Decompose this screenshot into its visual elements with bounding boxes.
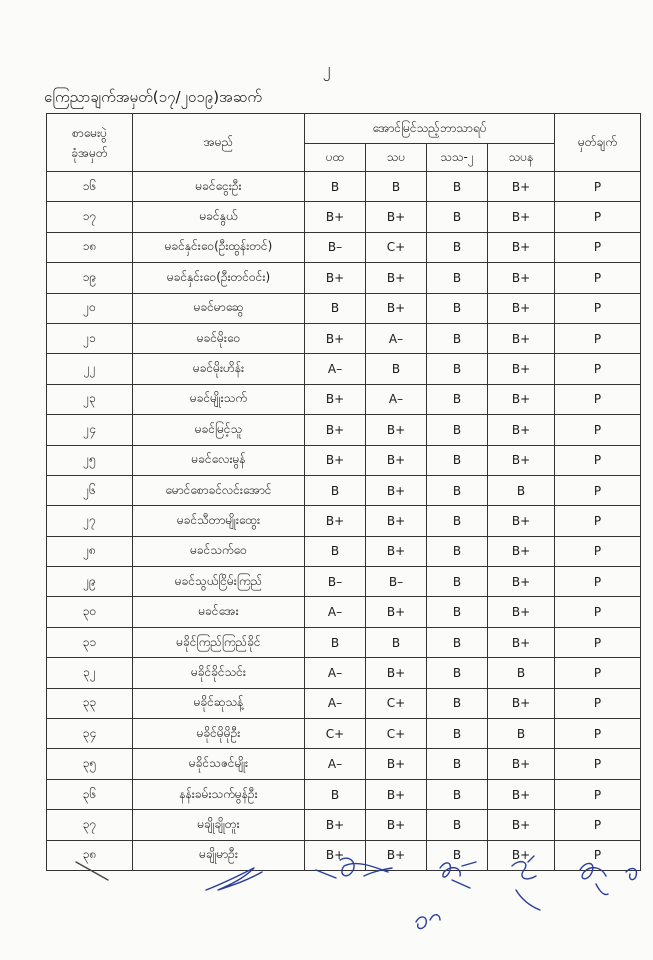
grade-cell: C+: [366, 688, 427, 718]
grade-cell: B: [427, 536, 488, 566]
remark-cell: P: [555, 172, 641, 202]
header-remark: မှတ်ချက်: [555, 114, 641, 172]
roll-no-cell: ၂၉: [47, 567, 133, 597]
roll-no-cell: ၂၇: [47, 506, 133, 536]
grade-cell: A–: [305, 688, 366, 718]
grade-cell: A–: [305, 354, 366, 384]
signature-6: [580, 863, 608, 894]
grade-cell: B: [305, 293, 366, 323]
grade-cell: B+: [488, 627, 555, 657]
grade-cell: B+: [488, 779, 555, 809]
grade-cell: B+: [366, 445, 427, 475]
grade-cell: B+: [488, 688, 555, 718]
roll-no-cell: ၃၇: [47, 810, 133, 840]
grade-cell: B+: [488, 354, 555, 384]
remark-cell: P: [555, 597, 641, 627]
roll-no-cell: ၃၀: [47, 597, 133, 627]
grade-cell: B+: [305, 323, 366, 353]
table-row: [47, 323, 641, 353]
student-name-cell: မောင်စောခင်လင်းအောင်: [133, 475, 305, 505]
signature-area: [0, 850, 653, 960]
grade-cell: B+: [488, 415, 555, 445]
grade-cell: B+: [366, 475, 427, 505]
header-subject: သပ: [366, 144, 427, 172]
table-row: [47, 172, 641, 202]
grade-cell: B+: [488, 840, 555, 870]
grade-cell: B+: [488, 445, 555, 475]
grade-cell: C+: [366, 232, 427, 262]
roll-no-cell: ၃၂: [47, 658, 133, 688]
roll-no-cell: ၂၆: [47, 475, 133, 505]
signature-2: [206, 868, 262, 890]
grade-cell: B: [488, 475, 555, 505]
roll-no-cell: ၂၁: [47, 323, 133, 353]
grade-cell: B: [366, 172, 427, 202]
grade-cell: A–: [366, 323, 427, 353]
header-subject: ပထ: [305, 144, 366, 172]
table-row: [47, 658, 641, 688]
student-name-cell: မခင်လေးမွန်: [133, 445, 305, 475]
student-name-cell: မခိုင်သဇင်မျိုး: [133, 749, 305, 779]
grade-cell: B: [427, 445, 488, 475]
grade-cell: B+: [366, 415, 427, 445]
table-row: [47, 445, 641, 475]
table-row: [47, 627, 641, 657]
table-row: [47, 749, 641, 779]
grade-cell: B: [427, 719, 488, 749]
remark-cell: P: [555, 384, 641, 414]
grade-cell: B: [427, 779, 488, 809]
student-name-cell: မချိုမာဦး: [133, 840, 305, 870]
announcement-heading: ကြေညာချက်အမှတ်(၁၇/၂၀၁၉)အဆက်: [44, 88, 262, 106]
student-name-cell: မခင်ငွေးဦး: [133, 172, 305, 202]
grade-cell: B+: [366, 779, 427, 809]
table-row: [47, 719, 641, 749]
roll-no-cell: ၃၁: [47, 627, 133, 657]
roll-no-cell: ၃၃: [47, 688, 133, 718]
grade-cell: B: [366, 627, 427, 657]
grade-cell: B+: [366, 506, 427, 536]
grade-cell: B: [427, 232, 488, 262]
roll-no-cell: ၂၀: [47, 293, 133, 323]
remark-cell: P: [555, 810, 641, 840]
student-name-cell: မခင်သက်ဝေ: [133, 536, 305, 566]
grade-cell: B+: [488, 263, 555, 293]
grade-cell: B+: [488, 172, 555, 202]
student-name-cell: မခင်နွယ်: [133, 202, 305, 232]
grade-cell: B: [305, 779, 366, 809]
grade-cell: B+: [366, 840, 427, 870]
table-row: [47, 232, 641, 262]
signature-7: [626, 869, 636, 880]
student-name-cell: မခင်မျိုးသက်: [133, 384, 305, 414]
grade-cell: B+: [366, 749, 427, 779]
table-row: [47, 384, 641, 414]
roll-no-cell: ၂၈: [47, 536, 133, 566]
roll-no-cell: ၁၆: [47, 172, 133, 202]
grade-cell: C+: [305, 719, 366, 749]
grade-cell: B: [488, 719, 555, 749]
grade-cell: B: [427, 475, 488, 505]
student-name-cell: နန်းခမ်းသက်မွန်ဦး: [133, 779, 305, 809]
grade-cell: A–: [366, 384, 427, 414]
grade-cell: B: [427, 658, 488, 688]
grade-cell: B: [427, 597, 488, 627]
grade-cell: B+: [305, 263, 366, 293]
roll-no-cell: ၃၅: [47, 749, 133, 779]
table-row: [47, 779, 641, 809]
remark-cell: P: [555, 627, 641, 657]
header-name: အမည်: [133, 114, 305, 172]
table-row: [47, 415, 641, 445]
remark-cell: P: [555, 658, 641, 688]
remark-cell: P: [555, 749, 641, 779]
grade-cell: B: [427, 384, 488, 414]
grade-cell: C+: [366, 719, 427, 749]
table-row: [47, 597, 641, 627]
grade-cell: B: [427, 263, 488, 293]
header-subjects-group: အောင်မြင်သည့်ဘာသာရပ်: [305, 114, 555, 144]
table-row: [47, 354, 641, 384]
grade-cell: B+: [488, 567, 555, 597]
grade-cell: B+: [305, 445, 366, 475]
grade-cell: B+: [488, 384, 555, 414]
remark-cell: P: [555, 415, 641, 445]
grade-cell: B+: [488, 749, 555, 779]
grade-cell: B+: [305, 840, 366, 870]
table-row: [47, 536, 641, 566]
grade-cell: B: [427, 810, 488, 840]
remark-cell: P: [555, 688, 641, 718]
grade-cell: B+: [305, 506, 366, 536]
table-row: [47, 475, 641, 505]
grade-cell: B+: [305, 202, 366, 232]
remark-cell: P: [555, 840, 641, 870]
student-name-cell: မခင်မာဆွေ: [133, 293, 305, 323]
grade-cell: B: [427, 293, 488, 323]
remark-cell: P: [555, 567, 641, 597]
student-name-cell: မခင်မိုးဟိန်း: [133, 354, 305, 384]
grade-cell: B+: [305, 384, 366, 414]
remark-cell: P: [555, 232, 641, 262]
grade-cell: B+: [366, 293, 427, 323]
grade-cell: B+: [488, 536, 555, 566]
grade-cell: B: [427, 415, 488, 445]
table-row: [47, 293, 641, 323]
grade-cell: B–: [305, 232, 366, 262]
remark-cell: P: [555, 719, 641, 749]
remark-cell: P: [555, 323, 641, 353]
results-table: [46, 113, 641, 871]
page-number: ၂: [322, 59, 331, 78]
remark-cell: P: [555, 475, 641, 505]
roll-no-cell: ၃၆: [47, 779, 133, 809]
roll-no-cell: ၂၄: [47, 415, 133, 445]
student-name-cell: မခင်နှင်းဝေ(ဦးထွန်းတင်): [133, 232, 305, 262]
roll-no-cell: ၃၈: [47, 840, 133, 870]
roll-no-cell: ၁၉: [47, 263, 133, 293]
grade-cell: B: [427, 840, 488, 870]
grade-cell: B–: [305, 567, 366, 597]
grade-cell: B: [427, 506, 488, 536]
remark-cell: P: [555, 202, 641, 232]
header-subject: သသ-၂: [427, 144, 488, 172]
grade-cell: B+: [488, 232, 555, 262]
grade-cell: B: [427, 354, 488, 384]
header-roll-no: စာမေးပွဲ ခုံအမှတ်: [47, 114, 133, 172]
signature-4: [440, 862, 476, 888]
grade-cell: B+: [366, 536, 427, 566]
grade-cell: A–: [305, 749, 366, 779]
grade-cell: B+: [488, 810, 555, 840]
roll-no-cell: ၁၇: [47, 202, 133, 232]
grade-cell: B: [427, 688, 488, 718]
table-row: [47, 506, 641, 536]
grade-cell: B+: [488, 202, 555, 232]
grade-cell: B: [305, 475, 366, 505]
student-name-cell: မခင်သီတာမျိုးထွေး: [133, 506, 305, 536]
grade-cell: B: [427, 627, 488, 657]
grade-cell: A–: [305, 658, 366, 688]
grade-cell: B+: [305, 810, 366, 840]
grade-cell: B: [305, 627, 366, 657]
grade-cell: B+: [488, 323, 555, 353]
grade-cell: B: [427, 172, 488, 202]
grade-cell: B+: [366, 597, 427, 627]
roll-no-cell: ၂၃: [47, 384, 133, 414]
student-name-cell: မခင်အေး: [133, 597, 305, 627]
grade-cell: B: [427, 567, 488, 597]
grade-cell: B+: [488, 506, 555, 536]
student-name-cell: မခင်သွယ်ငြိမ်းကြည်: [133, 567, 305, 597]
signature-1: [76, 862, 108, 880]
grade-cell: B+: [305, 415, 366, 445]
table-row: [47, 202, 641, 232]
grade-cell: B: [305, 172, 366, 202]
student-name-cell: မခင်နှင်းဝေ(ဦးတင်ဝင်း): [133, 263, 305, 293]
student-name-cell: မခိုင်ဆုသန့်: [133, 688, 305, 718]
signature-5: [512, 856, 540, 910]
grade-cell: B+: [366, 810, 427, 840]
grade-cell: B: [488, 658, 555, 688]
signature-3: [316, 858, 392, 878]
roll-no-cell: ၂၅: [47, 445, 133, 475]
student-name-cell: မခိုင်ခိုင်သင်း: [133, 658, 305, 688]
remark-cell: P: [555, 445, 641, 475]
signature-8: [416, 915, 440, 929]
roll-no-cell: ၁၈: [47, 232, 133, 262]
table-row: [47, 688, 641, 718]
student-name-cell: မချိုချိုတူး: [133, 810, 305, 840]
grade-cell: B+: [488, 293, 555, 323]
remark-cell: P: [555, 293, 641, 323]
remark-cell: P: [555, 779, 641, 809]
grade-cell: B+: [366, 658, 427, 688]
table-row: [47, 567, 641, 597]
roll-no-cell: ၃၄: [47, 719, 133, 749]
remark-cell: P: [555, 354, 641, 384]
table-row: [47, 810, 641, 840]
table-row: [47, 263, 641, 293]
header-subject: သပန: [488, 144, 555, 172]
remark-cell: P: [555, 506, 641, 536]
remark-cell: P: [555, 263, 641, 293]
grade-cell: B: [427, 202, 488, 232]
grade-cell: B: [366, 354, 427, 384]
student-name-cell: မခင်မြင့်သူ: [133, 415, 305, 445]
grade-cell: B: [427, 749, 488, 779]
grade-cell: B–: [366, 567, 427, 597]
grade-cell: B+: [366, 263, 427, 293]
grade-cell: B+: [488, 597, 555, 627]
grade-cell: B: [305, 536, 366, 566]
grade-cell: B: [427, 323, 488, 353]
remark-cell: P: [555, 536, 641, 566]
student-name-cell: မခိုင်ကြည်ကြည်ခိုင်: [133, 627, 305, 657]
grade-cell: B+: [366, 202, 427, 232]
grade-cell: A–: [305, 597, 366, 627]
student-name-cell: မခိုင်မိုမိုဦး: [133, 719, 305, 749]
student-name-cell: မခင်မိုးဝေ: [133, 323, 305, 353]
roll-no-cell: ၂၂: [47, 354, 133, 384]
